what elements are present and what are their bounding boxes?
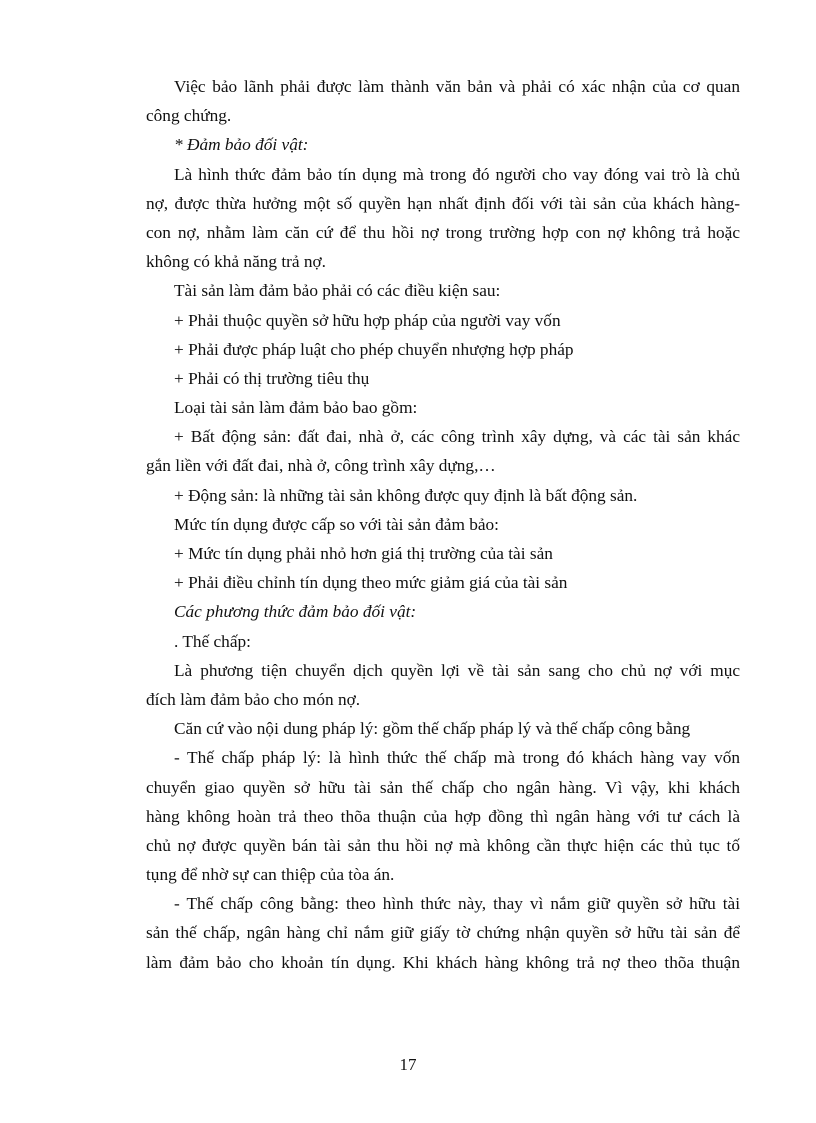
text-line: nợ, được thừa hưởng một số quyền hạn nhất định đối với tài sản của khách hàng- xyxy=(146,193,740,213)
text-line: không có khả năng trả nợ. xyxy=(146,252,326,272)
italic-heading xyxy=(174,597,740,626)
paragraph xyxy=(146,743,740,889)
page-number: 17 xyxy=(399,1055,417,1074)
paragraph xyxy=(146,889,740,977)
text-line: sản thế chấp, ngân hàng chỉ nắm giữ giấy tờ chứng nhận quyền sở hữu tài sản để xyxy=(146,923,740,943)
text-line: làm đảm bảo cho khoản tín dụng. Khi khách hàng không trả nợ theo thõa thuận xyxy=(146,952,740,972)
text-line: + Phải được pháp luật cho phép chuyển nhượng hợp pháp xyxy=(174,339,574,359)
paragraph xyxy=(174,393,740,422)
text-line: tụng để nhờ sự can thiệp của tòa án. xyxy=(146,865,395,885)
paragraph xyxy=(174,364,740,393)
text-line: Mức tín dụng được cấp so với tài sản đảm bảo: xyxy=(174,514,499,534)
text-line: Tài sản làm đảm bảo phải có các điều kiện sau: xyxy=(174,281,501,301)
text-line: + Phải có thị trường tiêu thụ xyxy=(174,368,370,388)
paragraph xyxy=(146,422,740,480)
paragraph xyxy=(174,306,740,335)
text-line: công chứng. xyxy=(146,106,232,126)
page-body xyxy=(146,72,740,977)
paragraph xyxy=(174,627,740,656)
italic-heading xyxy=(174,130,740,159)
text-line: + Phải thuộc quyền sở hữu hợp pháp của người vay vốn xyxy=(174,310,561,330)
text-line: . Thế chấp: xyxy=(174,631,251,651)
text-line: Loại tài sản làm đảm bảo bao gồm: xyxy=(174,398,418,418)
paragraph xyxy=(174,714,740,743)
text-line: chủ nợ được quyền bán tài sản thu hồi nợ mà không cần thực hiện các thủ tục tố xyxy=(146,835,740,855)
text-line: Là hình thức đảm bảo tín dụng mà trong đó người cho vay đóng vai trò là chủ xyxy=(174,164,740,184)
text-line: + Mức tín dụng phải nhỏ hơn giá thị trường của tài sản xyxy=(174,544,553,563)
text-line: - Thế chấp pháp lý: là hình thức thế chấp mà trong đó khách hàng vay vốn xyxy=(174,748,740,768)
text-line: Việc bảo lãnh phải được làm thành văn bản và phải có xác nhận của cơ quan xyxy=(174,77,740,96)
text-line: + Bất động sản: đất đai, nhà ở, các công trình xây dựng, và các tài sản khác xyxy=(174,427,740,447)
paragraph xyxy=(146,160,740,277)
text-line: + Động sản: là những tài sản không được quy định là bất động sản. xyxy=(174,485,638,505)
paragraph xyxy=(174,510,740,539)
text-line: - Thế chấp công bằng: theo hình thức này, thay vì nắm giữ quyền sở hữu tài xyxy=(174,894,740,914)
paragraph xyxy=(146,656,740,714)
paragraph xyxy=(174,568,740,597)
text-line: hàng không hoàn trả theo thõa thuận của hợp đồng thì ngân hàng với tư cách là xyxy=(146,806,740,826)
text-line: * Đảm bảo đối vật: xyxy=(174,135,309,155)
text-line: Là phương tiện chuyển dịch quyền lợi về tài sản sang cho chủ nợ với mục xyxy=(174,660,740,680)
text-line: Căn cứ vào nội dung pháp lý: gồm thế chấp pháp lý và thế chấp công bằng xyxy=(174,719,691,739)
paragraph xyxy=(174,539,740,568)
paragraph xyxy=(174,481,740,510)
text-line: chuyển giao quyền sở hữu tài sản thế chấp cho ngân hàng. Vì vậy, khi khách xyxy=(146,777,740,797)
text-line: + Phải điều chỉnh tín dụng theo mức giảm giá của tài sản xyxy=(174,573,568,593)
text-line: đích làm đảm bảo cho món nợ. xyxy=(146,689,361,709)
text-line: Các phương thức đảm bảo đối vật: xyxy=(174,602,417,622)
paragraph xyxy=(174,276,740,305)
text-line: gắn liền với đất đai, nhà ở, công trình xây dựng,… xyxy=(146,456,496,476)
text-line: con nợ, nhằm làm căn cứ để thu hồi nợ trong trường hợp con nợ không trả hoặc xyxy=(146,222,740,242)
paragraph xyxy=(174,335,740,364)
paragraph xyxy=(146,72,740,130)
